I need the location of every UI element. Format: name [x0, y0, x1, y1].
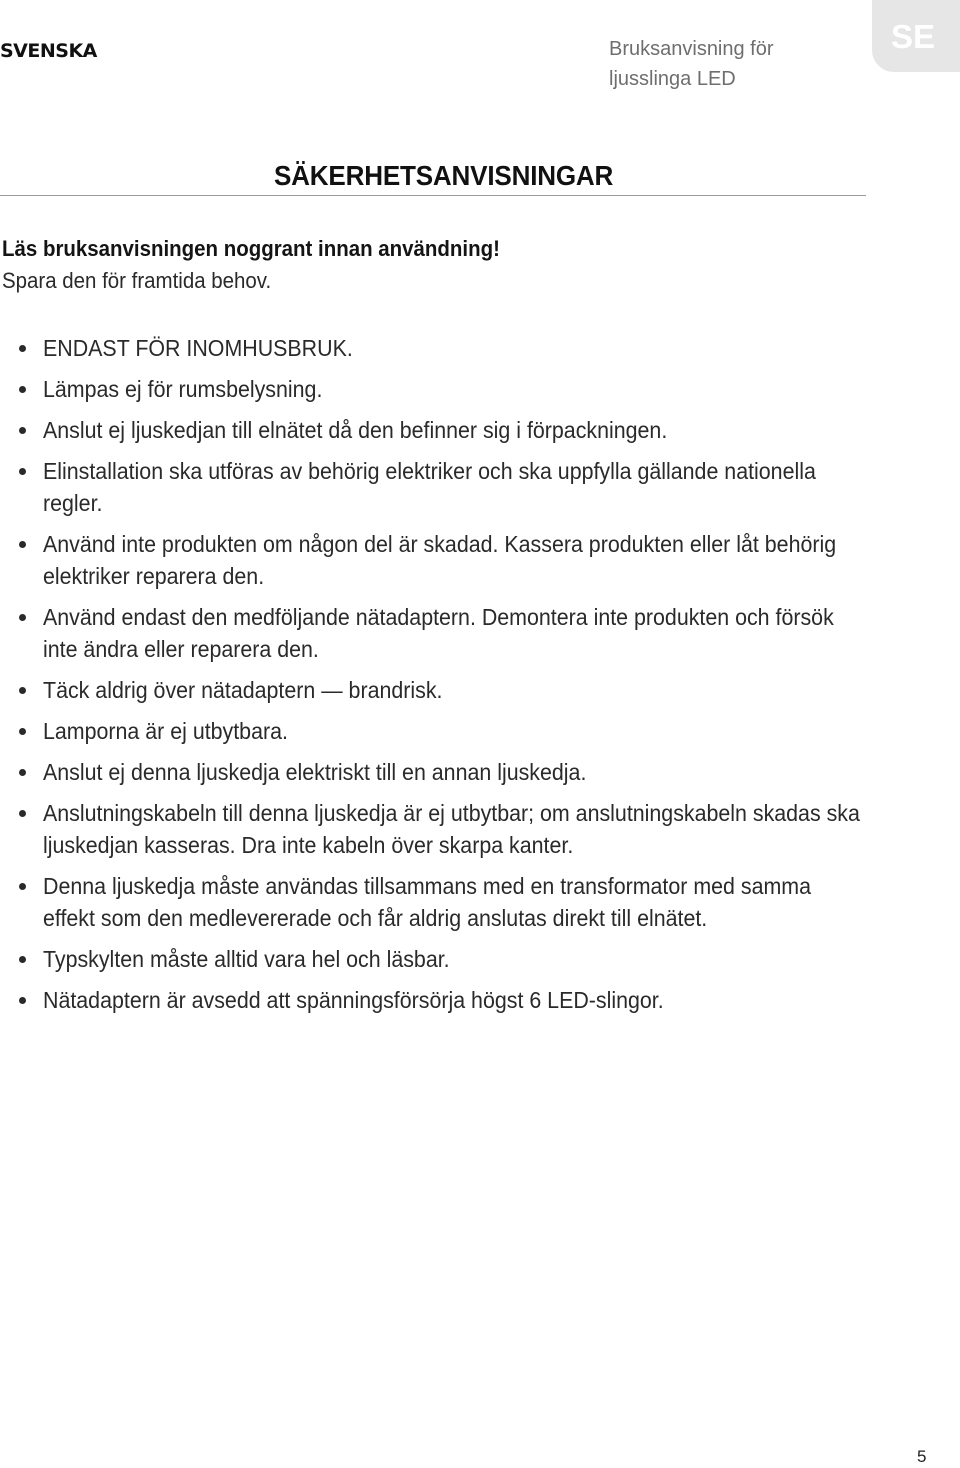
list-item	[0, 455, 920, 519]
document-title	[609, 34, 809, 94]
list-item-text: Anslut ej ljuskedjan till elnätet då den befinner sig i förpackningen.	[43, 417, 668, 443]
list-item-text: ENDAST FÖR INOMHUSBRUK.	[43, 335, 353, 361]
list-item	[0, 528, 920, 592]
list-item-text: Anslutningskabeln till denna ljuskedja är ej utbytbar; om anslutningskabeln skadas ska ljuskedjan kasseras. Dra inte kabeln över skarpa kanter.	[43, 800, 860, 858]
bullet-icon	[19, 997, 26, 1004]
list-item-text: Elinstallation ska utföras av behörig elektriker och ska uppfylla gällande nationella regler.	[43, 458, 816, 516]
bullet-icon	[19, 541, 26, 548]
list-item	[0, 797, 920, 861]
list-item-text: Lamporna är ej utbytbara.	[43, 718, 288, 744]
intro-warning: Läs bruksanvisningen noggrant innan användning!	[2, 236, 500, 261]
list-item	[0, 870, 920, 934]
bullet-icon	[19, 386, 26, 393]
bullet-icon	[19, 769, 26, 776]
bullet-icon	[19, 427, 26, 434]
list-item-text: Använd inte produkten om någon del är skadad. Kassera produkten eller låt behörig elektriker reparera den.	[43, 531, 837, 589]
intro-block	[2, 233, 500, 297]
bullet-icon	[19, 468, 26, 475]
document-title-line1: Bruksanvisning för	[609, 38, 774, 60]
page-number: 5	[917, 1447, 927, 1466]
section-heading: SÄKERHETSANVISNINGAR	[274, 160, 614, 191]
list-item	[0, 674, 920, 706]
list-item-text: Denna ljuskedja måste användas tillsammans med en transformator med samma effekt som den medlevererade och får aldrig anslutas direkt till elnätet.	[43, 873, 812, 931]
list-item	[0, 756, 920, 788]
heading-divider	[0, 195, 866, 196]
intro-note: Spara den för framtida behov.	[2, 268, 272, 293]
bullet-icon	[19, 883, 26, 890]
language-code: SE	[891, 18, 936, 55]
list-item-text: Lämpas ej för rumsbelysning.	[43, 376, 323, 402]
list-item-text: Anslut ej denna ljuskedja elektriskt till en annan ljuskedja.	[43, 759, 587, 785]
bullet-icon	[19, 687, 26, 694]
list-item	[0, 601, 920, 665]
list-item	[0, 715, 920, 747]
safety-rules-list	[0, 332, 920, 1025]
language-label: SVENSKA	[0, 40, 97, 62]
list-item-text: Täck aldrig över nätadaptern — brandrisk.	[43, 677, 443, 703]
list-item-text: Nätadaptern är avsedd att spänningsförsörja högst 6 LED-slingor.	[43, 987, 664, 1013]
bullet-icon	[19, 345, 26, 352]
bullet-icon	[19, 614, 26, 621]
bullet-icon	[19, 956, 26, 963]
bullet-icon	[19, 810, 26, 817]
list-item	[0, 414, 920, 446]
bullet-icon	[19, 728, 26, 735]
list-item	[0, 943, 920, 975]
document-title-line2: ljusslinga LED	[609, 68, 736, 90]
list-item-text: Använd endast den medföljande nätadaptern. Demontera inte produkten och försök inte ändra eller reparera den.	[43, 604, 834, 662]
list-item	[0, 373, 920, 405]
language-tab	[872, 0, 960, 72]
list-item	[0, 332, 920, 364]
list-item	[0, 984, 920, 1016]
list-item-text: Typskylten måste alltid vara hel och läsbar.	[43, 946, 450, 972]
